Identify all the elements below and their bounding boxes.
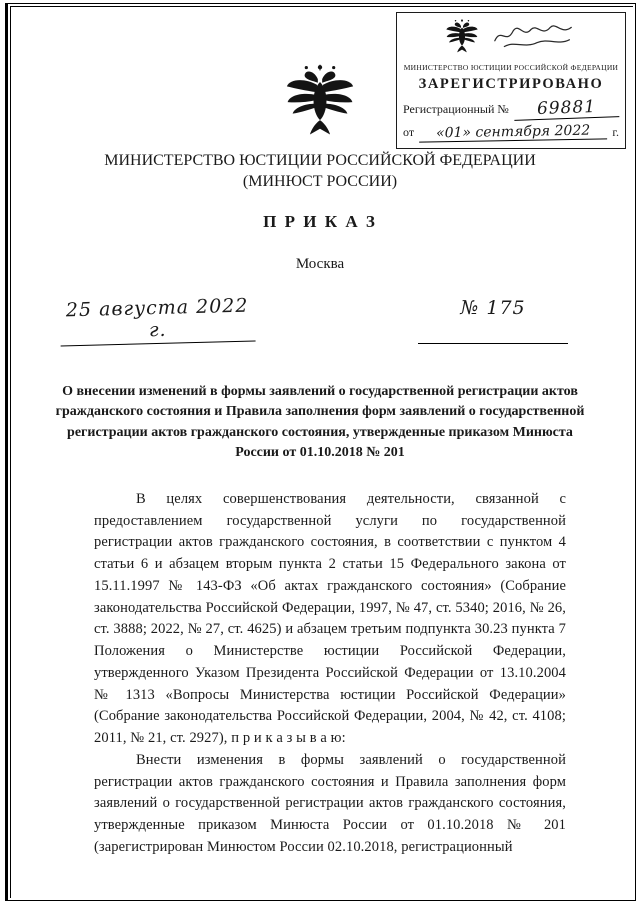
stamp-date-label: от [403, 125, 415, 139]
ministry-name: МИНИСТЕРСТВО ЮСТИЦИИ РОССИЙСКОЙ ФЕДЕРАЦИИ [104, 152, 536, 169]
order-title: О внесении изменений в формы заявлений о государственной регистрации актов гражданского состояния и Правила заполнения форм заявлений о государственной регистрации актов гражданского состояния, утвержденные приказом Минюста России от 01.10.2018 № 201 [55, 384, 585, 460]
document-type-heading: П Р И К А З [263, 212, 377, 232]
ministry-short-name: (МИНЮСТ РОССИИ) [242, 173, 398, 191]
stamp-date-value: «01» сентября 2022 [419, 122, 608, 142]
stamp-date-row [403, 124, 619, 141]
stamp-reg-number-label: Регистрационный № [403, 102, 509, 116]
page-content [10, 8, 630, 897]
stamp-reg-number-value: 69881 [514, 96, 620, 121]
coat-of-arms-icon [284, 60, 356, 140]
stamp-registered-label: ЗАРЕГИСТРИРОВАНО [418, 76, 604, 92]
order-body [94, 489, 566, 859]
document-date-handwritten: 25 августа 2022 г. [59, 295, 255, 347]
stamp-ministry-line: МИНИСТЕРСТВО ЮСТИЦИИ РОССИЙСКОЙ ФЕДЕРАЦИИ [403, 63, 619, 72]
registration-stamp [396, 12, 626, 149]
body-paragraph-2: Внести изменения в формы заявлений о государственной регистрации актов гражданского состояния и Правила заполнения форм заявлений о государственной регистрации актов гражданского состояния, утвержденные приказом Минюста России от 01.10.2018 № 201 (зарегистрирован Минюстом России 02.10.2018, регистрационный [94, 751, 566, 855]
stamp-date-suffix: г. [612, 125, 619, 139]
stamp-header-row [403, 16, 619, 62]
city-line: Москва [295, 256, 345, 273]
document-number-handwritten: № 175 [418, 297, 568, 344]
date-and-number-line [60, 294, 568, 344]
stamp-coat-of-arms-icon [445, 16, 479, 61]
stamp-registration-number-row [403, 98, 619, 119]
body-paragraph-1: В целях совершенствования деятельности, связанной с предоставлением государственной услуги по государственной регистрации актов гражданского состояния, в соответствии с пунктом 4 статьи 6 и абзацем вторым пункта 2 статьи 15 Федерального закона от 15.11.1997 № 143-ФЗ «Об актах гражданского состояния» (Собрание законодательства Российской Федерации, 1997, № 47, ст. 5340; 2016, № 26, ст. 3888; 2022, № 27, ст. 4625) и абзацем третьим подпункта 30.23 пункта 7 Положения о Министерстве юстиции Российской Федерации, утвержденного Указом Президента Российской Федерации от 13.10.2004 № 1313 «Вопросы Министерства юстиции Российской Федерации» (Собрание законодательства Российской Федерации, 2004, № 42, ст. 4108; 2011, № 21, ст. 2927), п р и к а з ы в а ю: [94, 490, 566, 747]
handwritten-scribble [491, 16, 577, 58]
